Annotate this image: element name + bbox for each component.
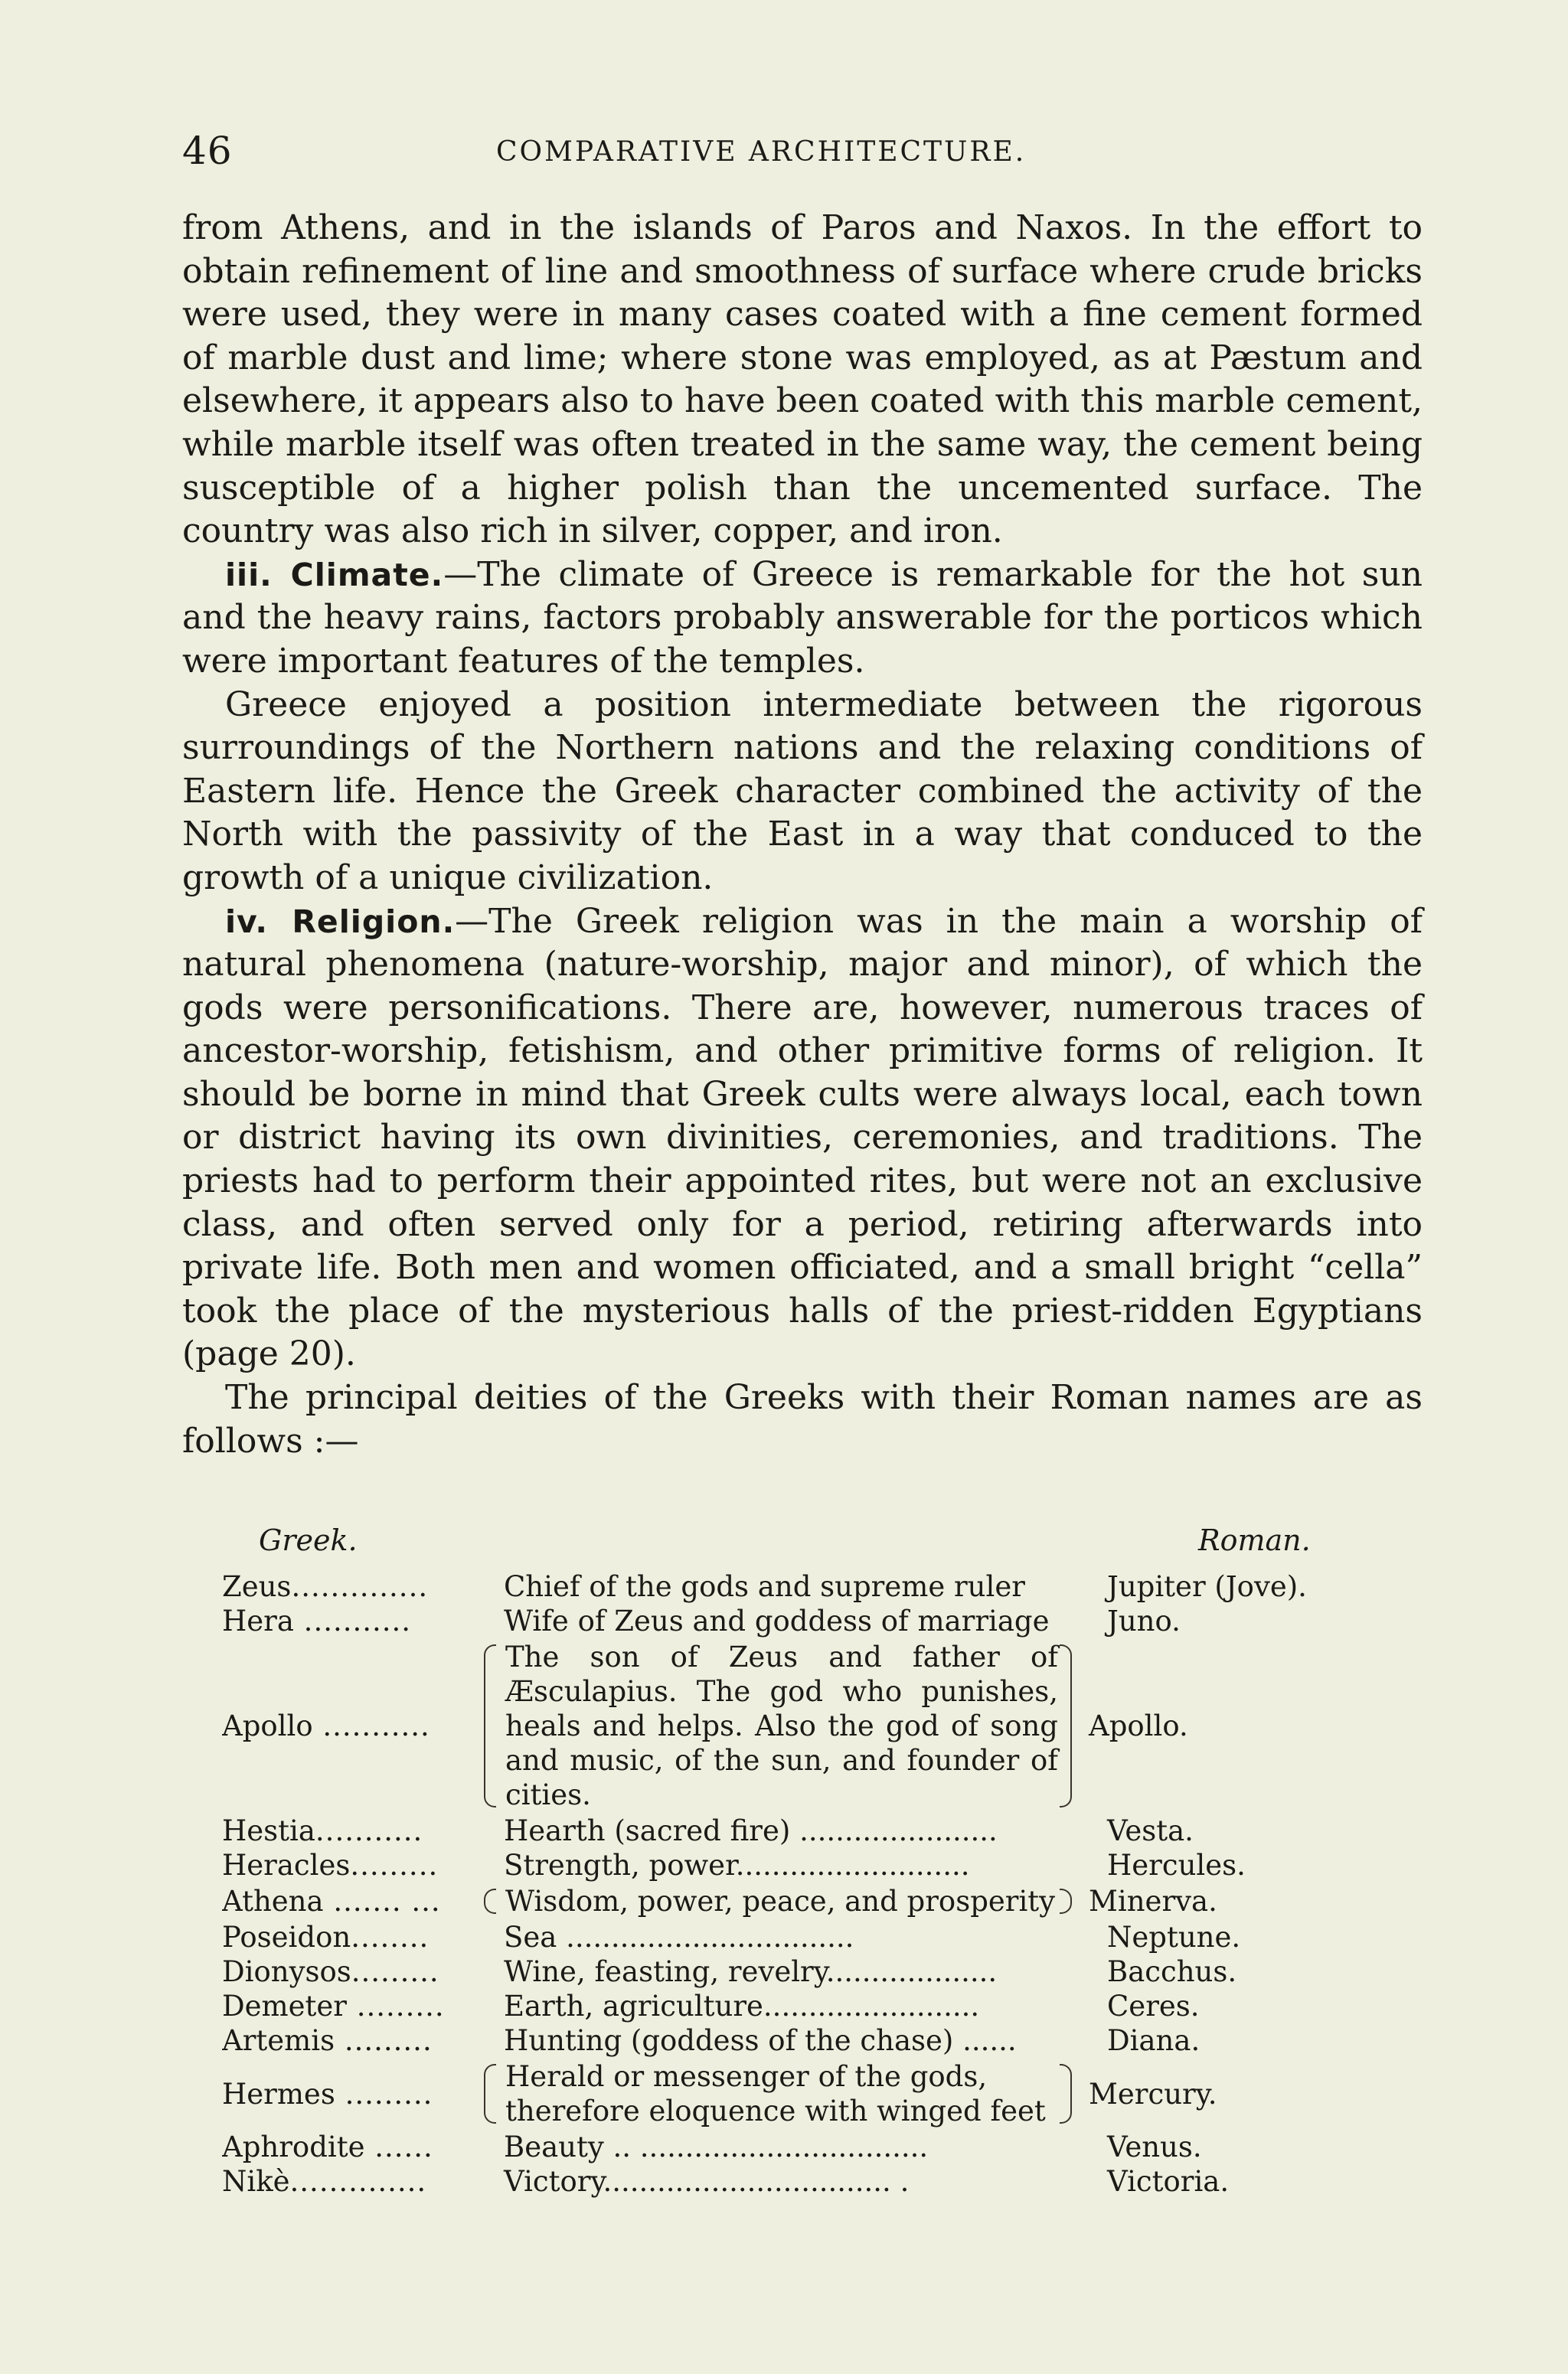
right-brace [1060,1889,1072,1914]
table-row [222,2164,1401,2199]
greek-name: Demeter ......... [222,1990,445,2023]
greek-name: Nikè.............. [222,2165,427,2198]
deity-description: Wine, feasting, revelry................... [504,1955,998,1988]
greek-name: Hestia........... [222,1814,423,1847]
greek-name: Aphrodite ...... [222,2131,433,2163]
paragraph-climate [182,553,1423,684]
deity-description: Beauty .. ................................ [504,2131,929,2163]
greek-name: Hermes ......... [222,2077,433,2111]
page-header [182,129,1423,175]
table-row [222,1920,1401,1954]
roman-name: Ceres. [1107,1990,1200,2023]
table-row [222,1848,1401,1883]
body-text [182,207,1423,1463]
paragraph-text: —The Greek religion was in the main a worship of natural phenomena (nature-worship, major and minor), of which the gods were personifications. There are, however, numerous traces of ancestor-worship, fetishism, and other primitive forms of religion. It should be borne in mind that Greek cults were always local, each town or district having its own divinities, ceremonies, and traditions. The priests had to perform their appointed rites, but were not an exclusive class, and often served only for a period, retiring afterwards into private life. Both men and women officiated, and a small bright “cella” took the place of the mysterious halls of the priest-ridden Egyptians (page 20). [182,901,1423,1374]
right-brace [1060,2064,1072,2124]
table-row [222,1569,1401,1604]
roman-name: Hercules. [1107,1849,1246,1882]
table-row [222,2059,1401,2128]
table-row [222,1954,1401,1989]
table-row [222,1884,1401,1918]
roman-name: Bacchus. [1107,1955,1237,1988]
roman-name: Juno. [1107,1605,1181,1638]
greek-name: Artemis ......... [222,2024,433,2057]
table-row [222,1604,1401,1638]
greek-name: Zeus.............. [222,1570,429,1603]
paragraph-text: The principal deities of the Greeks with their Roman names are as follows :— [182,1378,1423,1461]
running-head: COMPARATIVE ARCHITECTURE. [496,136,1027,168]
roman-name: Neptune. [1107,1921,1241,1954]
deity-description: Herald or messenger of the gods, therefore eloquence with winged feet [505,2060,1046,2127]
roman-name: Apollo. [1089,1709,1188,1742]
table-row [222,1989,1401,2023]
paragraph-text: Greece enjoyed a position intermediate between the rigorous surroundings of the Northern nations and the relaxing conditions of Eastern life. Hence the Greek character combined the activity of the North with the passivity of the East in a way that conduced to the growth of a unique civilization. [182,684,1423,897]
column-header-greek: Greek. [259,1523,358,1557]
table-header [222,1523,1401,1569]
column-header-roman: Roman. [1198,1523,1311,1557]
left-brace [484,1644,496,1807]
paragraph-character [182,684,1423,900]
roman-name: Minerva. [1089,1885,1217,1918]
section-heading-climate: iii. Climate. [225,556,444,593]
deity-description: Earth, agriculture........................ [504,1990,980,2023]
table-row [222,2023,1401,2058]
paragraph-materials [182,207,1423,553]
roman-name: Diana. [1107,2024,1200,2057]
deity-description: Chief of the gods and supreme ruler [504,1570,1025,1603]
deity-description: Wife of Zeus and goddess of marriage [504,1605,1050,1638]
table-row [222,2130,1401,2164]
table-row [222,1640,1401,1812]
roman-name: Vesta. [1107,1814,1194,1847]
greek-name: Poseidon........ [222,1921,430,1954]
roman-name: Venus. [1107,2131,1202,2163]
paragraph-deities-intro [182,1376,1423,1463]
deity-description: Hunting (goddess of the chase) ...... [504,2024,1017,2057]
deity-description: Sea ................................ [504,1921,854,1954]
section-heading-religion: iv. Religion. [225,903,456,940]
right-brace [1060,1644,1072,1807]
left-brace [484,1889,496,1914]
greek-name: Dionysos......... [222,1955,439,1988]
greek-name: Hera ........... [222,1605,412,1638]
deity-description: Strength, power.......................... [504,1849,970,1882]
roman-name: Jupiter (Jove). [1107,1570,1307,1603]
greek-name: Heracles......... [222,1849,439,1882]
page-number: 46 [182,129,233,173]
greek-name: Apollo ........... [222,1709,430,1742]
deity-description: Wisdom, power, peace, and prosperity [505,1885,1056,1918]
roman-name: Victoria. [1107,2165,1230,2198]
greek-name: Athena ....... ... [222,1885,441,1918]
deity-description: Hearth (sacred fire) ...................... [504,1814,998,1847]
table-row [222,1814,1401,1848]
roman-name: Mercury. [1089,2077,1217,2111]
left-brace [484,2064,496,2124]
deity-description: The son of Zeus and father of Æsculapius. The god who punishes, heals and helps. Also the god of song and music, of the sun, and founder of cities. [505,1641,1058,1811]
deity-description: Victory................................ . [504,2165,910,2198]
paragraph-religion [182,900,1423,1377]
deities-table [222,1523,1401,2199]
paragraph-text: from Athens, and in the islands of Paros and Naxos. In the effort to obtain refinement of line and smoothness of surface where crude bricks were used, they were in many cases coated with a fine cement formed of marble dust and lime; where stone was employed, as at Pæstum and elsewhere, it appears also to have been coated with this marble cement, while marble itself was often treated in the same way, the cement being susceptible of a higher polish than the uncemented surface. The country was also rich in silver, copper, and iron. [182,208,1423,551]
paragraph-text: —The climate of Greece is remarkable for the hot sun and the heavy rains, factors probably answerable for the porticos which were important features of the temples. [182,554,1423,681]
